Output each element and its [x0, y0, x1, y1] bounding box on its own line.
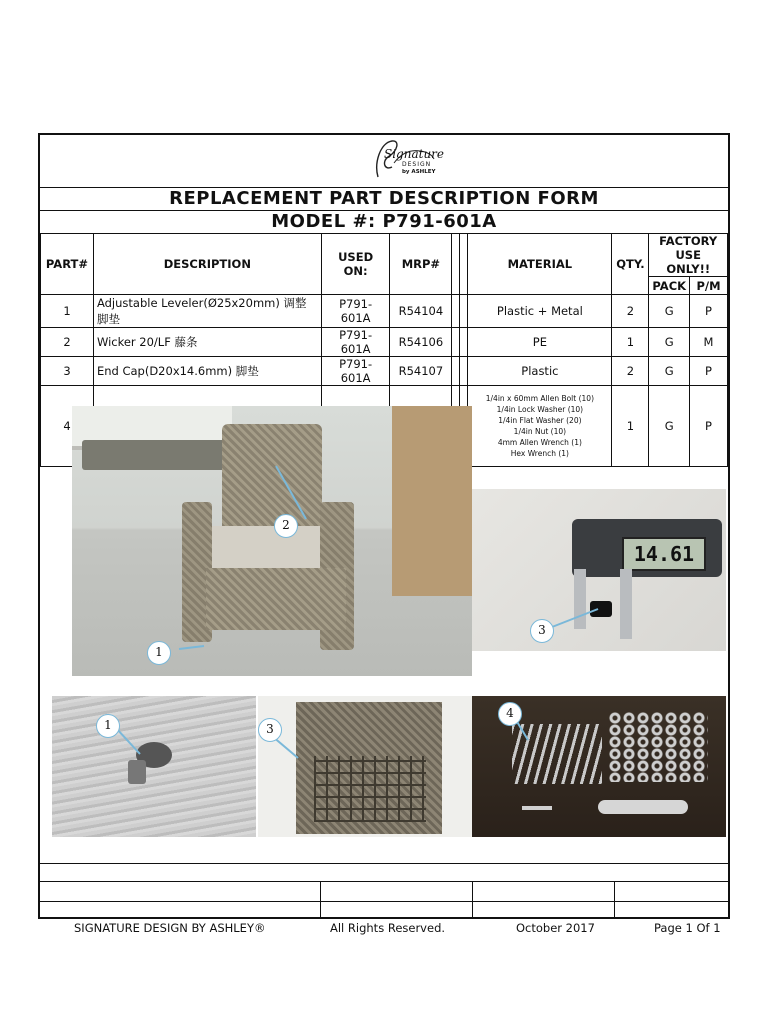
- leveler-photo: [52, 696, 256, 837]
- header-factory-note: FACTORY USE ONLY!!: [649, 234, 728, 277]
- logo-script-text: Signature: [384, 147, 445, 161]
- cell-material: Plastic: [468, 357, 612, 386]
- header-qty: QTY.: [612, 234, 649, 295]
- material-line: 1/4in x 60mm Allen Bolt (10): [485, 394, 594, 403]
- cell-material: Plastic + Metal: [468, 295, 612, 328]
- header-pm: P/M: [690, 277, 728, 295]
- header-spacer-b: [460, 234, 468, 295]
- form-frame: [38, 133, 730, 919]
- cell-pm: M: [690, 328, 728, 357]
- cell-used-on: P791-601A: [321, 295, 390, 328]
- grid-row: [40, 863, 728, 882]
- hardware-photo: [472, 696, 726, 837]
- cell-used-on: P791-601A: [321, 357, 390, 386]
- callout-3-underside: 3: [258, 718, 282, 742]
- logo-ashley-text: by ASHLEY: [402, 169, 436, 175]
- cell-qty: 2: [612, 357, 649, 386]
- cell-material-list: [468, 386, 612, 467]
- cell-qty: 1: [612, 386, 649, 467]
- table-row: [41, 328, 728, 357]
- logo-design-text: DESIGN: [402, 161, 432, 168]
- cell-spacer: [460, 328, 468, 357]
- cell-spacer: [452, 328, 460, 357]
- cell-spacer: [452, 295, 460, 328]
- cell-mrp: R54107: [390, 357, 452, 386]
- cell-pack: G: [649, 386, 690, 467]
- cell-used-on: P791-601A: [321, 328, 390, 357]
- cell-spacer: [460, 295, 468, 328]
- header-part: PART#: [41, 234, 94, 295]
- cell-mrp: R54104: [390, 295, 452, 328]
- callout-line: [258, 696, 472, 837]
- footer-page: Page 1 Of 1: [654, 921, 721, 935]
- cell-pm: P: [690, 357, 728, 386]
- header-used-on: USED ON:: [321, 234, 390, 295]
- callout-line: [472, 489, 726, 651]
- cell-part: 3: [41, 357, 94, 386]
- header-spacer-a: [452, 234, 460, 295]
- cell-mrp: R54106: [390, 328, 452, 357]
- callout-1: 1: [147, 641, 171, 665]
- table-row: [41, 295, 728, 328]
- grid-divider: [472, 881, 473, 919]
- material-line: 1/4in Flat Washer (20): [498, 416, 582, 425]
- cell-qty: 1: [612, 328, 649, 357]
- callout-line: [52, 696, 256, 837]
- cell-pack: G: [649, 328, 690, 357]
- footer-date: October 2017: [516, 921, 595, 935]
- cell-description: Adjustable Leveler(Ø25x20mm) 调整脚垫: [93, 295, 321, 328]
- callout-1-leveler: 1: [96, 714, 120, 738]
- material-line: 4mm Allen Wrench (1): [497, 438, 582, 447]
- model-number: MODEL #: P791-601A: [40, 211, 728, 234]
- footer-brand: SIGNATURE DESIGN BY ASHLEY®: [74, 921, 266, 935]
- chair-photo: [72, 406, 472, 676]
- header-mrp: MRP#: [390, 234, 452, 295]
- signature-logo: [370, 137, 445, 183]
- table-row: [41, 357, 728, 386]
- form-title: REPLACEMENT PART DESCRIPTION FORM: [40, 188, 728, 211]
- header-pack: PACK: [649, 277, 690, 295]
- footer-rights: All Rights Reserved.: [330, 921, 446, 935]
- caliper-photo: [472, 489, 726, 651]
- callout-lines: [72, 406, 472, 676]
- grid-row: [40, 901, 728, 920]
- grid-divider: [614, 881, 615, 919]
- caliper-display: 14.61: [622, 537, 706, 571]
- callout-4: 4: [498, 702, 522, 726]
- material-line: Hex Wrench (1): [510, 449, 569, 458]
- cell-part: 4: [41, 386, 94, 467]
- cell-part: 2: [41, 328, 94, 357]
- underside-photo: [258, 696, 472, 837]
- material-line: 1/4in Nut (10): [513, 427, 567, 436]
- cell-description: End Cap(D20x14.6mm) 脚垫: [93, 357, 321, 386]
- cell-description: Wicker 20/LF 藤条: [93, 328, 321, 357]
- grid-divider: [320, 881, 321, 919]
- cell-spacer: [452, 357, 460, 386]
- cell-qty: 2: [612, 295, 649, 328]
- grid-row: [40, 881, 728, 902]
- material-line: 1/4in Lock Washer (10): [496, 405, 584, 414]
- table-header-row: [41, 234, 728, 277]
- cell-material: PE: [468, 328, 612, 357]
- cell-spacer: [460, 357, 468, 386]
- cell-pm: P: [690, 386, 728, 467]
- cell-pm: P: [690, 295, 728, 328]
- header-material: MATERIAL: [468, 234, 612, 295]
- cell-pack: G: [649, 357, 690, 386]
- header-description: DESCRIPTION: [93, 234, 321, 295]
- callout-3: 3: [530, 619, 554, 643]
- cell-pack: G: [649, 295, 690, 328]
- callout-2: 2: [274, 514, 298, 538]
- cell-part: 1: [41, 295, 94, 328]
- logo-area: [40, 135, 728, 188]
